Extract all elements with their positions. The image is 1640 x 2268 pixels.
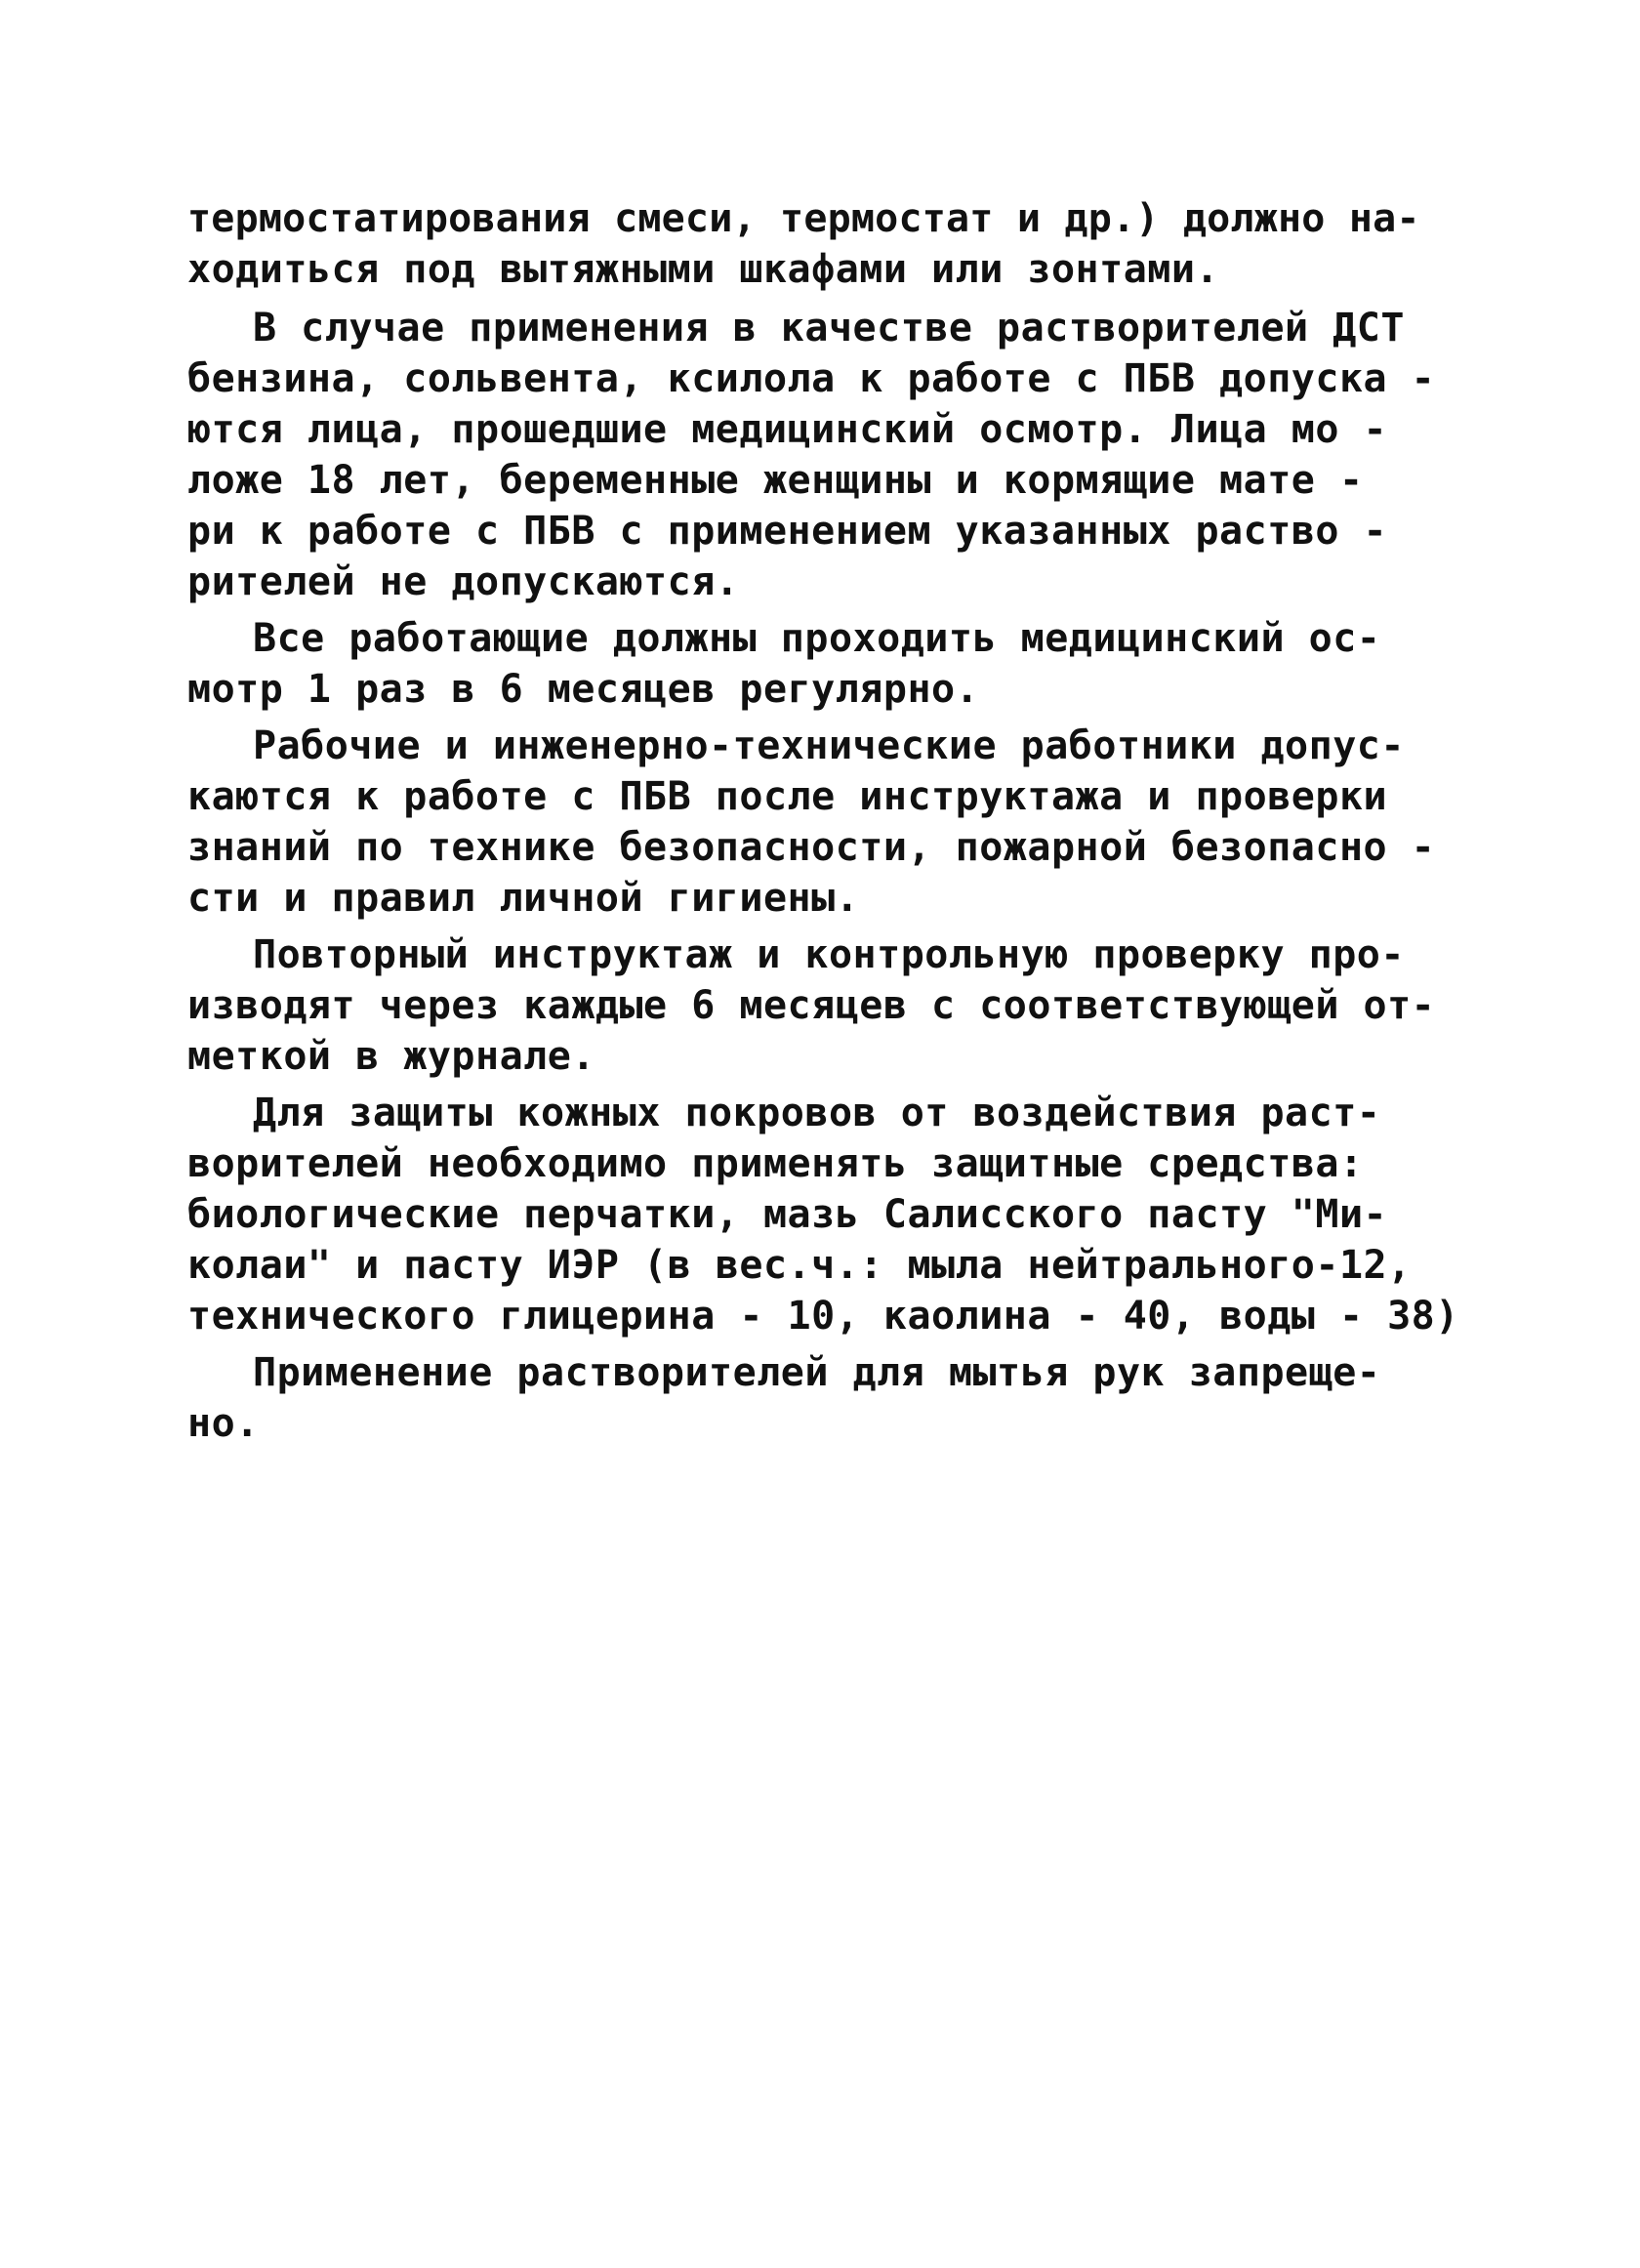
text-line-13: знаний по технике безопасности, пожарной безопасно - [187,825,1436,870]
text-line-1: термостатирования смеси, термостат и др.) должно на- [187,196,1420,241]
text-line-4: бензина, сольвента, ксилола к работе с ПБВ допуска - [187,356,1436,401]
text-line-18: Для защиты кожных покровов от воздействия раст- [253,1091,1381,1135]
text-line-16: изводят через каждые 6 месяцев с соответствующей от- [187,983,1436,1028]
text-line-11: Рабочие и инженерно-технические работники допус- [253,723,1405,768]
text-line-20: биологические перчатки, мазь Салисского пасту "Ми- [187,1192,1388,1237]
text-line-24: но. [187,1401,260,1446]
text-line-3: В случае применения в качестве растворителей ДСТ [253,306,1405,351]
text-line-9: Все работающие должны проходить медицинский ос- [253,616,1381,661]
text-line-5: ются лица, прошедшие медицинский осмотр. Лица мо - [187,407,1388,452]
text-line-12: каются к работе с ПБВ после инструктажа и проверки [187,774,1388,819]
text-line-23: Применение растворителей для мытья рук запреще- [253,1350,1381,1395]
text-line-15: Повторный инструктаж и контрольную проверку про- [253,932,1405,977]
text-line-14: сти и правил личной гигиены. [187,876,860,921]
text-line-22: технического глицерина - 10, каолина - 40, воды - 38) [187,1294,1459,1339]
text-line-21: колаи" и пасту ИЭР (в вес.ч.: мыла нейтрального-12, [187,1243,1412,1288]
text-line-7: ри к работе с ПБВ с применением указанных раство - [187,509,1388,554]
text-line-19: ворителей необходимо применять защитные средства: [187,1141,1364,1186]
text-line-2: ходиться под вытяжными шкафами или зонтами. [187,247,1220,292]
text-line-10: мотр 1 раз в 6 месяцев регулярно. [187,667,980,712]
text-line-6: ложе 18 лет, беременные женщины и кормящие мате - [187,458,1364,503]
text-line-8: рителей не допускаются. [187,559,740,604]
text-line-17: меткой в журнале. [187,1034,595,1079]
